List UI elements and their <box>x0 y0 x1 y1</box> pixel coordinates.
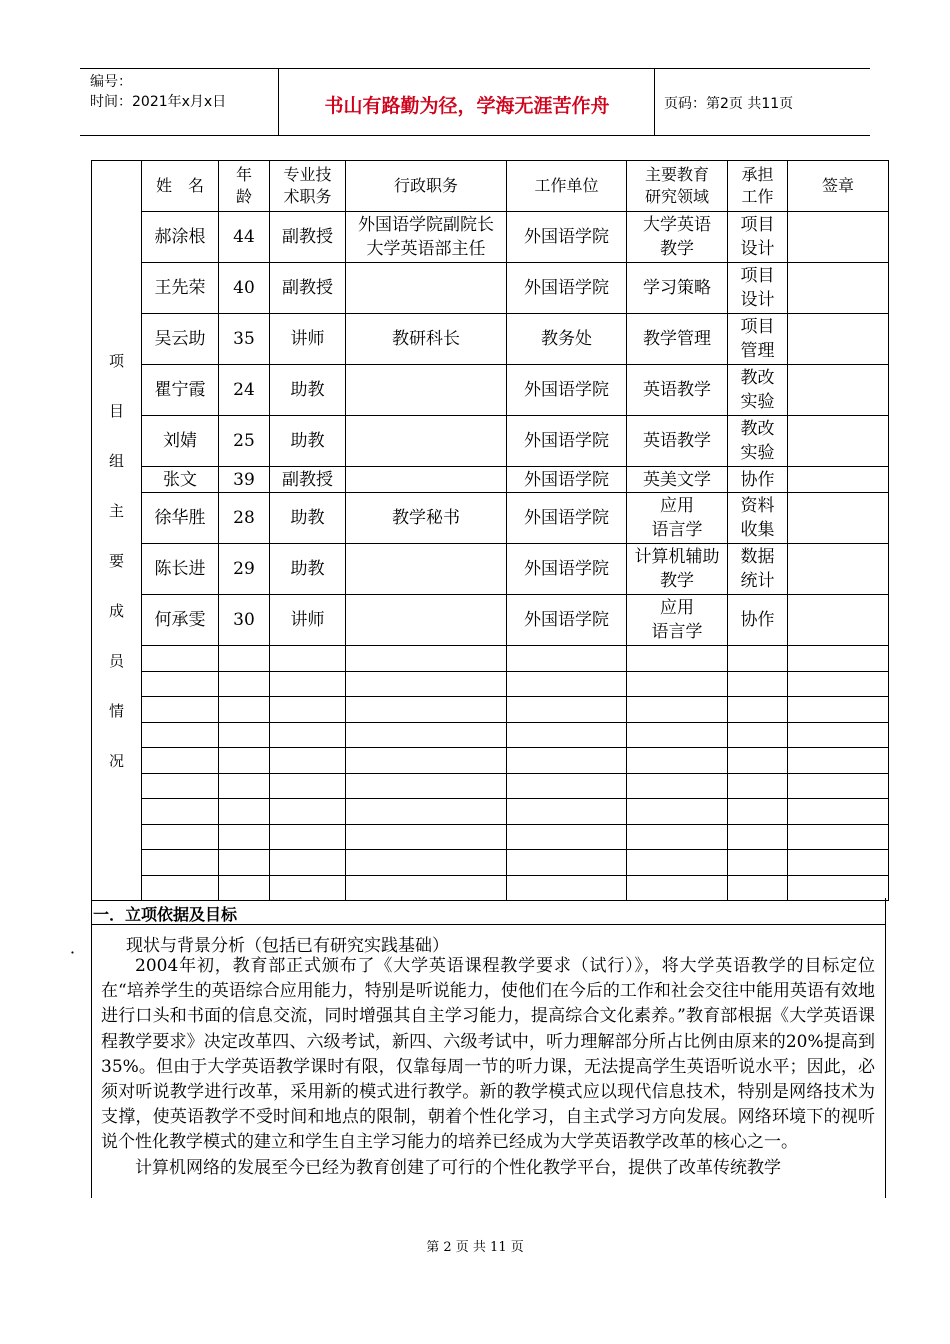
cell-line: 收集 <box>740 520 775 540</box>
header-meta <box>90 72 226 112</box>
empty-cell <box>270 850 346 876</box>
member-unit: 教务处 <box>507 314 627 365</box>
cell-line: 协作 <box>740 610 775 630</box>
cell-line: 工作单位 <box>534 176 599 195</box>
empty-table-row <box>92 773 889 799</box>
cell-line: 行政职务 <box>393 176 458 195</box>
member-admin-post <box>346 416 507 467</box>
member-title: 助教 <box>270 416 346 467</box>
empty-cell <box>219 799 270 825</box>
member-age: 39 <box>219 467 270 493</box>
header-motto: 书山有路勤为径，学海无涯苦作舟 <box>324 95 610 117</box>
empty-cell <box>788 646 889 672</box>
empty-table-row <box>92 824 889 850</box>
empty-cell <box>788 773 889 799</box>
empty-cell <box>142 646 219 672</box>
member-research-field <box>627 544 728 595</box>
column-header <box>627 161 728 212</box>
empty-cell <box>788 697 889 723</box>
cell-line: 统计 <box>740 571 775 591</box>
cell-line: 应用 <box>660 496 694 516</box>
empty-cell <box>270 824 346 850</box>
cell-line: 设计 <box>740 239 775 259</box>
member-name: 刘婧 <box>142 416 219 467</box>
member-title: 副教授 <box>270 263 346 314</box>
empty-cell <box>142 875 219 901</box>
empty-table-row <box>92 697 889 723</box>
member-title: 助教 <box>270 365 346 416</box>
member-signature <box>788 314 889 365</box>
empty-cell <box>627 697 728 723</box>
member-name: 瞿宁霞 <box>142 365 219 416</box>
cell-line: 设计 <box>740 290 775 310</box>
member-signature <box>788 365 889 416</box>
cell-line: 签章 <box>821 176 854 195</box>
empty-cell <box>627 671 728 697</box>
empty-cell <box>219 697 270 723</box>
empty-cell <box>219 850 270 876</box>
cell-line: 应用 <box>660 598 694 618</box>
empty-cell <box>346 824 507 850</box>
member-research-field <box>627 314 728 365</box>
empty-cell <box>270 722 346 748</box>
member-signature <box>788 263 889 314</box>
cell-line: 教学 <box>660 239 694 259</box>
empty-cell <box>270 671 346 697</box>
empty-cell <box>270 697 346 723</box>
empty-table-row <box>92 722 889 748</box>
cell-line: 资料 <box>740 496 775 516</box>
member-name: 王先荣 <box>142 263 219 314</box>
member-signature <box>788 595 889 646</box>
empty-cell <box>728 799 788 825</box>
empty-cell <box>219 671 270 697</box>
body-paragraph: 计算机网络的发展至今已经为教育创建了可行的个性化教学平台，提供了改革传统教学 <box>135 1157 781 1178</box>
member-responsibility <box>728 212 788 263</box>
cell-line: 英语教学 <box>643 431 711 451</box>
member-title: 讲师 <box>270 314 346 365</box>
member-research-field <box>627 416 728 467</box>
member-title: 助教 <box>270 493 346 544</box>
empty-cell <box>219 748 270 774</box>
member-unit: 外国语学院 <box>507 416 627 467</box>
side-label-cell <box>92 161 142 901</box>
empty-cell <box>219 773 270 799</box>
empty-cell <box>507 697 627 723</box>
cell-line: 教改 <box>740 419 775 439</box>
empty-cell <box>728 697 788 723</box>
empty-cell <box>627 824 728 850</box>
empty-table-row <box>92 850 889 876</box>
member-admin-post <box>346 467 507 493</box>
empty-cell <box>142 697 219 723</box>
member-name: 何承雯 <box>142 595 219 646</box>
table-row <box>92 493 889 544</box>
member-unit: 外国语学院 <box>507 263 627 314</box>
empty-cell <box>788 875 889 901</box>
cell-line: 语言学 <box>651 520 703 540</box>
member-age: 25 <box>219 416 270 467</box>
member-name: 郝涂根 <box>142 212 219 263</box>
member-admin-post <box>346 544 507 595</box>
header-top-rule <box>80 68 870 69</box>
empty-cell <box>507 722 627 748</box>
column-header <box>728 161 788 212</box>
member-signature <box>788 493 889 544</box>
column-header <box>788 161 889 212</box>
empty-cell <box>507 671 627 697</box>
member-title: 讲师 <box>270 595 346 646</box>
members-table <box>91 160 889 901</box>
side-label-char: 员 <box>108 652 124 670</box>
empty-cell <box>627 722 728 748</box>
empty-cell <box>346 748 507 774</box>
member-name: 陈长进 <box>142 544 219 595</box>
empty-cell <box>627 646 728 672</box>
empty-cell <box>788 671 889 697</box>
doc-number: 编号： <box>90 74 132 90</box>
empty-cell <box>728 722 788 748</box>
side-label-char: 项 <box>108 352 124 370</box>
empty-table-row <box>92 748 889 774</box>
empty-cell <box>219 722 270 748</box>
member-responsibility <box>728 365 788 416</box>
table-row <box>92 212 889 263</box>
member-admin-post <box>346 263 507 314</box>
empty-cell <box>728 671 788 697</box>
column-header <box>219 161 270 212</box>
empty-cell <box>346 850 507 876</box>
empty-cell <box>728 875 788 901</box>
member-research-field <box>627 212 728 263</box>
body-paragraph: 2004年初，教育部正式颁布了《大学英语课程教学要求（试行）》，将大学英语教学的目标定位在“培养学生的英语综合应用能力，特别是听说能力，使他们在今后的工作和社会交往中能用英语有效地进行口头和书面的信息交流，同时增强其自主学习能力，提高综合文化素养。”教育部根据《大学英语课程教学要求》决定改革四、六级考试，新四、六级考试中，听力理解部分所占比例由原来的20%提高到35%。但由于大学英语教学课时有限，仅靠每周一节的听力课，无法提高学生英语听说水平；因此，必须对听说教学进行改革，采用新的模式进行教学。新的教学模式应以现代信息技术，特别是网络技术为支撑，使英语教学不受时间和地点的限制，朝着个性化学习，自主式学习方向发展。网络环境下的视听说个性化教学模式的建立和学生自主学习能力的培养已经成为大学英语教学改革的核心之一。 <box>101 956 875 1153</box>
table-row <box>92 544 889 595</box>
member-title: 副教授 <box>270 467 346 493</box>
member-responsibility <box>728 493 788 544</box>
side-label-char: 要 <box>108 552 124 570</box>
cell-line: 姓 名 <box>155 176 204 195</box>
table-row <box>92 263 889 314</box>
section-subheading: 现状与背景分析（包括已有研究实践基础） <box>126 936 449 956</box>
empty-cell <box>728 646 788 672</box>
member-age: 28 <box>219 493 270 544</box>
empty-cell <box>270 799 346 825</box>
cell-line: 项目 <box>740 317 775 337</box>
member-research-field <box>627 365 728 416</box>
table-row <box>92 365 889 416</box>
member-admin-post <box>346 212 507 263</box>
member-responsibility <box>728 314 788 365</box>
member-responsibility <box>728 467 788 493</box>
empty-cell <box>728 850 788 876</box>
member-unit: 外国语学院 <box>507 467 627 493</box>
empty-cell <box>270 773 346 799</box>
doc-date: 时间：2021年x月x日 <box>90 94 227 110</box>
cell-line: 术职务 <box>283 187 332 206</box>
empty-cell <box>219 646 270 672</box>
member-admin-post <box>346 493 507 544</box>
empty-cell <box>346 875 507 901</box>
empty-cell <box>346 671 507 697</box>
member-research-field <box>627 263 728 314</box>
member-title: 副教授 <box>270 212 346 263</box>
cell-line: 外国语学院副院长 <box>358 215 494 235</box>
empty-table-row <box>92 671 889 697</box>
cell-line: 管理 <box>740 341 775 361</box>
member-age: 35 <box>219 314 270 365</box>
empty-cell <box>142 850 219 876</box>
empty-cell <box>627 799 728 825</box>
cell-line: 大学英语部主任 <box>366 239 486 259</box>
empty-cell <box>788 748 889 774</box>
empty-cell <box>142 773 219 799</box>
empty-cell <box>507 773 627 799</box>
cell-line: 英美文学 <box>643 469 711 490</box>
column-header <box>270 161 346 212</box>
cell-line: 教学 <box>660 571 694 591</box>
member-admin-post <box>346 365 507 416</box>
member-research-field <box>627 493 728 544</box>
member-unit: 外国语学院 <box>507 212 627 263</box>
cell-line: 教改 <box>740 368 775 388</box>
member-admin-post <box>346 314 507 365</box>
page-footer: 第 2 页 共 11 页 <box>426 1240 524 1255</box>
cell-line: 教学秘书 <box>392 508 460 528</box>
column-header <box>142 161 219 212</box>
empty-cell <box>507 875 627 901</box>
cell-line: 年 <box>235 165 252 184</box>
empty-cell <box>346 697 507 723</box>
table-row <box>92 595 889 646</box>
cell-line: 计算机辅助 <box>634 547 720 567</box>
cell-line: 工作 <box>741 187 774 206</box>
empty-cell <box>507 799 627 825</box>
cell-line: 项目 <box>740 215 775 235</box>
empty-cell <box>507 646 627 672</box>
side-label-char: 目 <box>108 402 124 420</box>
cell-line: 数据 <box>740 547 775 567</box>
member-name: 徐华胜 <box>142 493 219 544</box>
member-research-field <box>627 467 728 493</box>
empty-cell <box>627 850 728 876</box>
empty-cell <box>788 850 889 876</box>
empty-cell <box>788 824 889 850</box>
margin-dot: ． <box>70 938 87 957</box>
cell-line: 大学英语 <box>643 215 711 235</box>
member-research-field <box>627 595 728 646</box>
member-responsibility <box>728 595 788 646</box>
cell-line: 主要教育 <box>644 165 709 184</box>
member-age: 44 <box>219 212 270 263</box>
table-row <box>92 467 889 493</box>
member-signature <box>788 212 889 263</box>
member-title: 助教 <box>270 544 346 595</box>
empty-table-row <box>92 875 889 901</box>
header-page-number: 页码：第2页 共11页 <box>664 96 794 112</box>
empty-cell <box>507 748 627 774</box>
empty-cell <box>507 824 627 850</box>
column-header <box>346 161 507 212</box>
table-row <box>92 416 889 467</box>
empty-cell <box>142 748 219 774</box>
section-title: 一．立项依据及目标 <box>93 905 238 924</box>
empty-cell <box>788 799 889 825</box>
cell-line: 项目 <box>740 266 775 286</box>
empty-cell <box>142 671 219 697</box>
cell-line: 英语教学 <box>643 380 711 400</box>
member-unit: 外国语学院 <box>507 493 627 544</box>
column-header <box>507 161 627 212</box>
member-age: 29 <box>219 544 270 595</box>
member-responsibility <box>728 544 788 595</box>
section-body <box>101 954 875 1181</box>
member-name: 吴云助 <box>142 314 219 365</box>
member-unit: 外国语学院 <box>507 365 627 416</box>
cell-line: 专业技 <box>283 165 332 184</box>
cell-line: 语言学 <box>651 622 703 642</box>
member-admin-post <box>346 595 507 646</box>
header-bottom-rule <box>80 135 870 136</box>
member-age: 40 <box>219 263 270 314</box>
cell-line: 教学管理 <box>643 329 711 349</box>
empty-cell <box>507 850 627 876</box>
table-header-row <box>92 161 889 212</box>
empty-cell <box>728 748 788 774</box>
member-unit: 外国语学院 <box>507 595 627 646</box>
member-age: 30 <box>219 595 270 646</box>
side-label-char: 成 <box>108 602 124 620</box>
side-label-char: 况 <box>108 752 124 770</box>
empty-cell <box>219 875 270 901</box>
empty-cell <box>627 875 728 901</box>
header-divider-right <box>654 68 655 135</box>
cell-line: 协作 <box>740 469 775 490</box>
member-signature <box>788 467 889 493</box>
empty-cell <box>788 722 889 748</box>
empty-cell <box>346 646 507 672</box>
empty-cell <box>270 646 346 672</box>
empty-cell <box>346 722 507 748</box>
cell-line: 龄 <box>235 187 252 206</box>
member-signature <box>788 416 889 467</box>
empty-cell <box>219 824 270 850</box>
empty-cell <box>142 799 219 825</box>
member-responsibility <box>728 416 788 467</box>
cell-line: 实验 <box>740 392 775 412</box>
cell-line: 实验 <box>740 443 775 463</box>
cell-line: 教研科长 <box>392 329 460 349</box>
empty-cell <box>142 824 219 850</box>
member-responsibility <box>728 263 788 314</box>
side-label-char: 组 <box>108 452 124 470</box>
side-label-char: 情 <box>108 702 124 720</box>
side-label-char: 主 <box>108 502 124 520</box>
empty-cell <box>142 722 219 748</box>
empty-table-row <box>92 646 889 672</box>
member-unit: 外国语学院 <box>507 544 627 595</box>
empty-cell <box>728 773 788 799</box>
member-name: 张文 <box>142 467 219 493</box>
table-row <box>92 314 889 365</box>
member-age: 24 <box>219 365 270 416</box>
empty-cell <box>346 773 507 799</box>
empty-table-row <box>92 799 889 825</box>
cell-line: 承担 <box>741 165 774 184</box>
empty-cell <box>728 824 788 850</box>
empty-cell <box>346 799 507 825</box>
member-signature <box>788 544 889 595</box>
cell-line: 研究领域 <box>644 187 709 206</box>
empty-cell <box>270 875 346 901</box>
cell-line: 学习策略 <box>643 278 711 298</box>
empty-cell <box>270 748 346 774</box>
empty-cell <box>627 748 728 774</box>
empty-cell <box>627 773 728 799</box>
header-divider-left <box>278 68 279 135</box>
